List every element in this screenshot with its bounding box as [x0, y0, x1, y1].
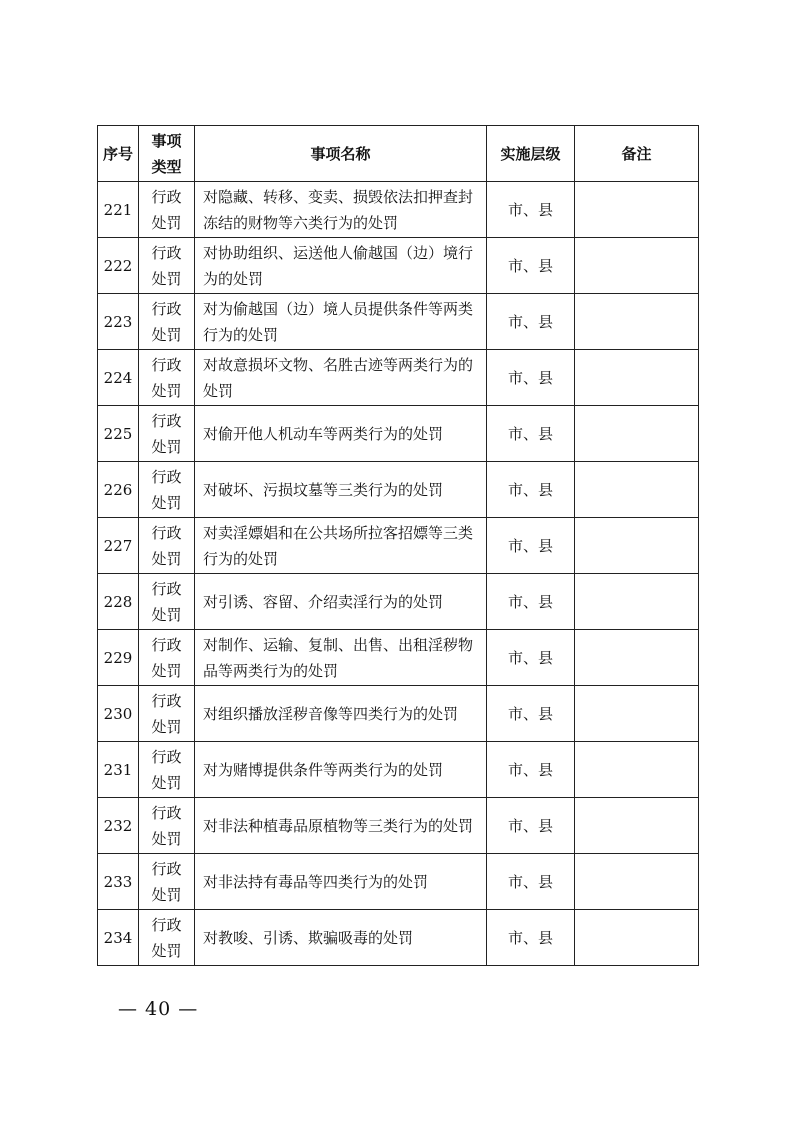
- row-name: 对为偷越国（边）境人员提供条件等两类行为的处罚: [203, 299, 474, 344]
- table-row: [98, 294, 699, 350]
- row-name-cell: [195, 462, 487, 518]
- row-level: 市、县: [487, 350, 575, 406]
- row-seq: 232: [98, 798, 139, 854]
- table-row: [98, 574, 699, 630]
- row-level: 市、县: [487, 406, 575, 462]
- row-level: 市、县: [487, 238, 575, 294]
- row-seq: 229: [98, 630, 139, 686]
- row-remark: [575, 350, 699, 406]
- row-type-cell: [139, 742, 195, 798]
- page-number: — 40 —: [118, 998, 199, 1020]
- table-header-row: [98, 126, 699, 182]
- row-type: 行政处罚: [151, 299, 182, 344]
- table-row: [98, 686, 699, 742]
- row-name-cell: [195, 518, 487, 574]
- row-type: 行政处罚: [151, 243, 182, 288]
- row-name: 对协助组织、运送他人偷越国（边）境行为的处罚: [203, 243, 474, 288]
- header-remark: 备注: [575, 126, 699, 182]
- table-row: [98, 518, 699, 574]
- row-remark: [575, 798, 699, 854]
- row-seq: 222: [98, 238, 139, 294]
- row-level: 市、县: [487, 518, 575, 574]
- row-remark: [575, 910, 699, 966]
- row-name-cell: [195, 742, 487, 798]
- row-type-cell: [139, 854, 195, 910]
- row-level: 市、县: [487, 630, 575, 686]
- row-name: 对偷开他人机动车等两类行为的处罚: [203, 424, 444, 443]
- row-level: 市、县: [487, 294, 575, 350]
- table-row: [98, 630, 699, 686]
- row-remark: [575, 406, 699, 462]
- row-name-cell: [195, 630, 487, 686]
- row-type-cell: [139, 798, 195, 854]
- row-type-cell: [139, 574, 195, 630]
- row-seq: 234: [98, 910, 139, 966]
- row-seq: 221: [98, 182, 139, 238]
- row-remark: [575, 294, 699, 350]
- header-type: 事项类型: [139, 126, 195, 182]
- row-type: 行政处罚: [151, 915, 182, 960]
- row-name: 对故意损坏文物、名胜古迹等两类行为的处罚: [203, 355, 474, 400]
- row-remark: [575, 630, 699, 686]
- row-type: 行政处罚: [151, 411, 182, 456]
- row-type-cell: [139, 294, 195, 350]
- table-row: [98, 182, 699, 238]
- row-name-cell: [195, 350, 487, 406]
- row-name: 对引诱、容留、介绍卖淫行为的处罚: [203, 592, 444, 611]
- row-type-cell: [139, 462, 195, 518]
- table-row: [98, 742, 699, 798]
- row-seq: 224: [98, 350, 139, 406]
- row-name-cell: [195, 406, 487, 462]
- table-row: [98, 462, 699, 518]
- row-type-cell: [139, 686, 195, 742]
- row-type: 行政处罚: [151, 635, 182, 680]
- header-name: 事项名称: [195, 126, 487, 182]
- row-type: 行政处罚: [151, 691, 182, 736]
- row-seq: 233: [98, 854, 139, 910]
- row-type: 行政处罚: [151, 187, 182, 232]
- row-remark: [575, 574, 699, 630]
- row-type: 行政处罚: [151, 747, 182, 792]
- row-name-cell: [195, 854, 487, 910]
- row-type: 行政处罚: [151, 523, 182, 568]
- row-type: 行政处罚: [151, 803, 182, 848]
- row-seq: 226: [98, 462, 139, 518]
- row-type-cell: [139, 182, 195, 238]
- header-level: 实施层级: [487, 126, 575, 182]
- items-table: [97, 125, 699, 966]
- row-type-cell: [139, 910, 195, 966]
- table-row: [98, 854, 699, 910]
- table-body: [98, 182, 699, 966]
- table-row: [98, 910, 699, 966]
- row-level: 市、县: [487, 574, 575, 630]
- row-type: 行政处罚: [151, 859, 182, 904]
- row-level: 市、县: [487, 910, 575, 966]
- row-name: 对卖淫嫖娼和在公共场所拉客招嫖等三类行为的处罚: [203, 523, 474, 568]
- row-level: 市、县: [487, 686, 575, 742]
- row-name: 对非法持有毒品等四类行为的处罚: [203, 872, 429, 891]
- row-name: 对破坏、污损坟墓等三类行为的处罚: [203, 480, 444, 499]
- row-type-cell: [139, 518, 195, 574]
- row-name: 对组织播放淫秽音像等四类行为的处罚: [203, 704, 459, 723]
- row-name-cell: [195, 686, 487, 742]
- row-seq: 227: [98, 518, 139, 574]
- row-name: 对为赌博提供条件等两类行为的处罚: [203, 760, 444, 779]
- row-level: 市、县: [487, 182, 575, 238]
- table-row: [98, 238, 699, 294]
- row-name-cell: [195, 910, 487, 966]
- row-name: 对教唆、引诱、欺骗吸毒的处罚: [203, 928, 414, 947]
- row-type: 行政处罚: [151, 467, 182, 512]
- table-row: [98, 406, 699, 462]
- row-name-cell: [195, 294, 487, 350]
- row-type-cell: [139, 630, 195, 686]
- row-seq: 228: [98, 574, 139, 630]
- row-level: 市、县: [487, 854, 575, 910]
- row-level: 市、县: [487, 798, 575, 854]
- row-name: 对隐藏、转移、变卖、损毁依法扣押查封冻结的财物等六类行为的处罚: [203, 187, 474, 232]
- row-name-cell: [195, 182, 487, 238]
- row-type-cell: [139, 350, 195, 406]
- row-type-cell: [139, 238, 195, 294]
- row-name: 对制作、运输、复制、出售、出租淫秽物品等两类行为的处罚: [203, 635, 474, 680]
- row-seq: 231: [98, 742, 139, 798]
- row-level: 市、县: [487, 742, 575, 798]
- header-seq: 序号: [98, 126, 139, 182]
- row-name: 对非法种植毒品原植物等三类行为的处罚: [203, 816, 474, 835]
- table-row: [98, 798, 699, 854]
- row-remark: [575, 742, 699, 798]
- row-type: 行政处罚: [151, 579, 182, 624]
- row-seq: 230: [98, 686, 139, 742]
- row-name-cell: [195, 574, 487, 630]
- row-remark: [575, 462, 699, 518]
- row-type: 行政处罚: [151, 355, 182, 400]
- row-remark: [575, 518, 699, 574]
- row-seq: 225: [98, 406, 139, 462]
- row-level: 市、县: [487, 462, 575, 518]
- row-remark: [575, 854, 699, 910]
- row-name-cell: [195, 798, 487, 854]
- table-row: [98, 350, 699, 406]
- row-name-cell: [195, 238, 487, 294]
- row-seq: 223: [98, 294, 139, 350]
- row-remark: [575, 182, 699, 238]
- row-remark: [575, 686, 699, 742]
- row-remark: [575, 238, 699, 294]
- row-type-cell: [139, 406, 195, 462]
